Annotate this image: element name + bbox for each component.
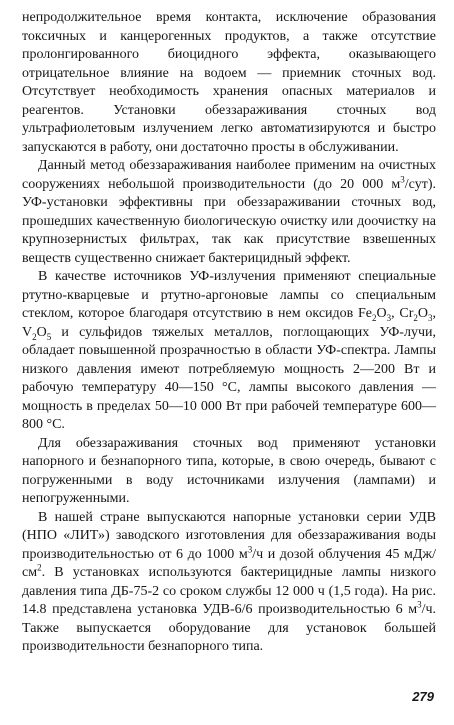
page-number: 279 bbox=[412, 689, 434, 704]
text-run: В качестве источников УФ-излучения применяют специальные ртутно-кварцевые и ртутно-аргоновые лампы со специальным стеклом, которое благодаря отсутствию в нем оксидов Fe bbox=[22, 269, 436, 321]
paragraph-2 bbox=[22, 157, 436, 268]
text-run: непродолжительное время контакта, исключение образования токсичных и канцерогенных продуктов, а также отсутствие пролонгированного биоцидного эффекта, оказывающего отрицательное влияние на водоем — приемник сточных вод. Отсутствует необходимость хранения опасных материалов и реагентов. Установки обеззараживания сточных вод ультрафиолетовым излучением легко автоматизируются и быстро запускаются в работу, они достаточно просты в обслуживании. bbox=[22, 10, 436, 155]
text-run: /ч. Также выпускается оборудование для установок большей производительности безнапорного типа. bbox=[22, 602, 436, 654]
superscript: 3 bbox=[247, 543, 253, 554]
text-run: , V bbox=[22, 306, 436, 340]
text-run: Для обеззараживания сточных вод применяют установки напорного и безнапорного типа, которые, в свою очередь, бывают с погруженными в воду источниками излучения (лампами) и непогруженными. bbox=[22, 435, 436, 506]
superscript: 3 bbox=[417, 599, 422, 610]
paragraph-5 bbox=[22, 509, 436, 657]
text-run: O bbox=[376, 306, 387, 321]
text-run: /ч и дозой облучения 45 мДж/см bbox=[22, 546, 436, 580]
document-page bbox=[22, 9, 436, 657]
subscript: 2 bbox=[372, 312, 377, 323]
text-run: , Cr bbox=[391, 306, 414, 321]
text-run: O bbox=[36, 324, 47, 340]
subscript: 3 bbox=[386, 312, 392, 323]
text-run: Данный метод обеззараживания наиболее применим на очистных сооружениях небольшой производительности (до 20 000 м bbox=[22, 158, 436, 192]
text-run: /сут). УФ-установки эффективны при обеззараживании сточных вод, прошедших качественную биологическую очистку или доочистку на крупнозернистых фильтрах, так как присутствие взвешенных веществ существенно снижает бактерицидный эффект. bbox=[22, 176, 436, 266]
subscript: 5 bbox=[46, 331, 52, 342]
subscript: 2 bbox=[32, 331, 37, 342]
paragraph-3 bbox=[22, 268, 436, 435]
text-run: В нашей стране выпускаются напорные установки серии УДВ (НПО «ЛИТ») заводского изготовления для обеззараживания воды производительностью от 6 до 1000 м bbox=[22, 509, 436, 562]
text-run: O bbox=[417, 306, 428, 321]
superscript: 2 bbox=[37, 562, 42, 573]
text-run: . В установках используются бактерицидные лампы низкого давления типа ДБ-75-2 со сроком службы 12 000 ч (1,5 года). На рис. 14.8 представлена установка УДВ-6/6 производительностью 6 м bbox=[22, 565, 436, 617]
text-run: и сульфидов тяжелых металлов, поглощающих УФ-лучи, обладает повышенной прозрачностью в области УФ-спектра. Лампы низкого давления имеют потребляемую мощность 2—200 Вт и рабочую температуру 40—150 °С, лампы высокого давления — мощность в пределах 50—10 000 Вт при рабочей температуре 600—800 °С. bbox=[22, 324, 436, 432]
paragraph-1 bbox=[22, 9, 436, 157]
superscript: 3 bbox=[400, 173, 405, 184]
subscript: 3 bbox=[428, 312, 433, 323]
subscript: 2 bbox=[413, 312, 418, 323]
paragraph-4 bbox=[22, 435, 436, 509]
